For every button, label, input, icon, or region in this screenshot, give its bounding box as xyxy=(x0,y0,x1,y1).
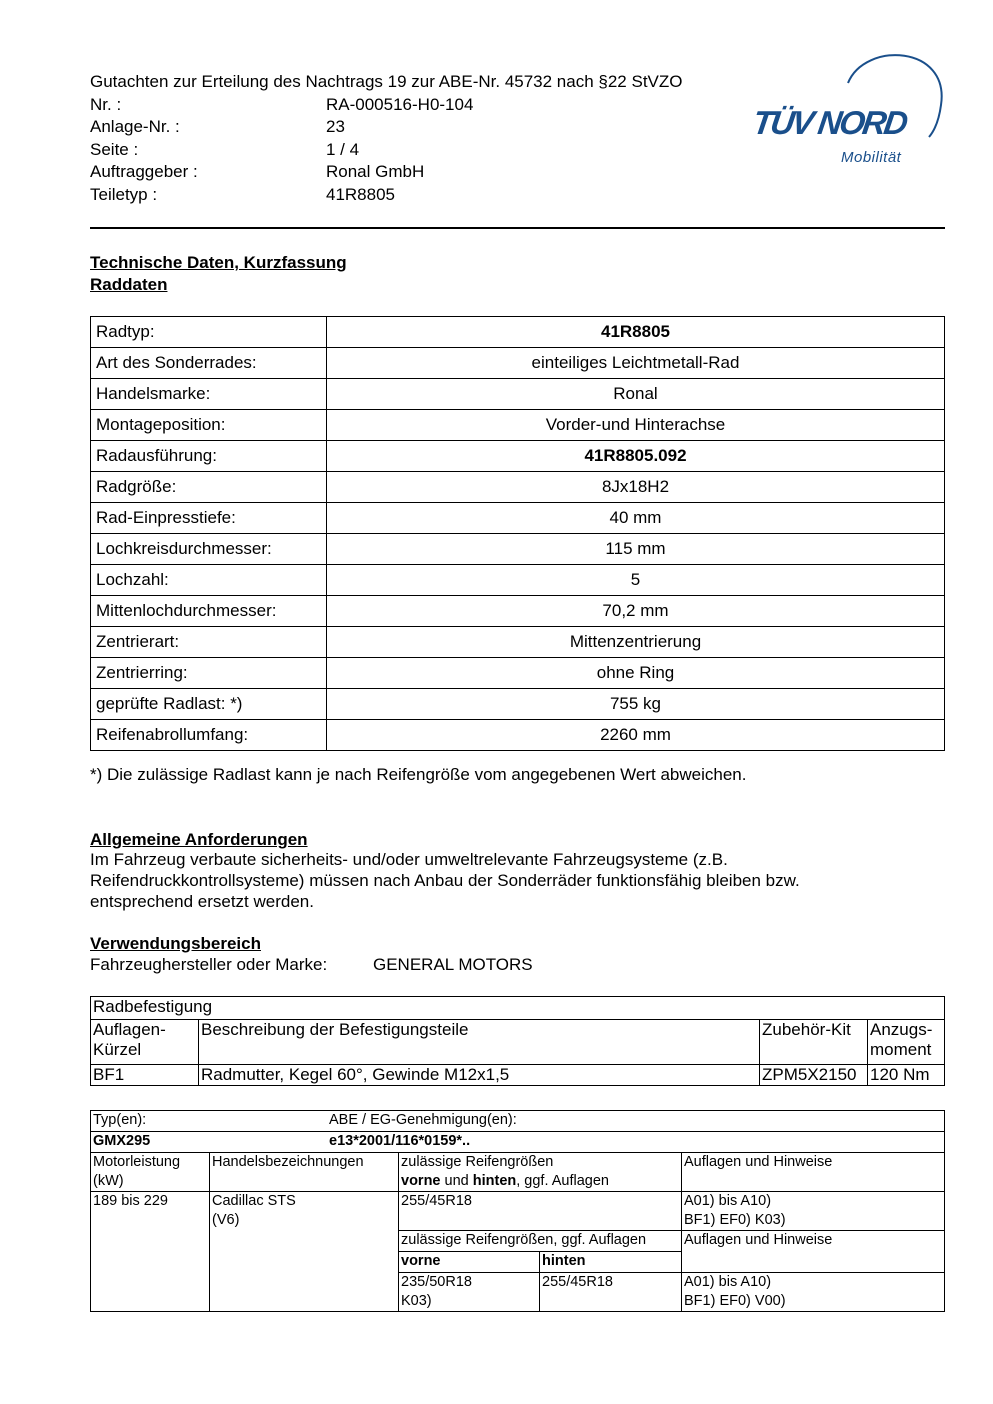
motor-value: 189 bis 229 xyxy=(91,1192,210,1312)
raddaten-label: Reifenabrollumfang: xyxy=(91,720,327,751)
col-auflagen-kuerzel: Auflagen- Kürzel xyxy=(91,1020,199,1065)
header-value: RA-000516-H0-104 xyxy=(326,94,474,114)
anforderungen-text: Im Fahrzeug verbaute sicherheits- und/oder umweltrelevante Fahrzeugsysteme (z.B. Reifendruckkontrollsysteme) müssen nach Anbau der Sonderräder funktionsfähig bleiben bzw. entsprechend ersetzt werden. xyxy=(90,850,800,911)
raddaten-label: Radtyp: xyxy=(91,317,327,348)
raddaten-row xyxy=(91,317,945,348)
raddaten-row xyxy=(91,565,945,596)
hinten-header: hinten xyxy=(540,1252,682,1273)
header-label: Seite : xyxy=(90,139,139,159)
raddaten-label: Lochzahl: xyxy=(91,565,327,596)
raddaten-value: Mittenzentrierung xyxy=(327,627,945,658)
sub-reifen-header: zulässige Reifengrößen, ggf. Auflagen xyxy=(399,1231,682,1252)
typ-header-row xyxy=(91,1111,945,1132)
reifen-both-value: 255/45R18 xyxy=(399,1192,682,1231)
tuv-nord-logo xyxy=(745,45,950,175)
raddaten-value: 5 xyxy=(327,565,945,596)
raddaten-label: Radausführung: xyxy=(91,441,327,472)
raddaten-label: Art des Sonderrades: xyxy=(91,348,327,379)
raddaten-row xyxy=(91,689,945,720)
befestigung-beschreibung: Radmutter, Kegel 60°, Gewinde M12x1,5 xyxy=(199,1065,760,1086)
section-title-technische-daten: Technische Daten, Kurzfassung xyxy=(90,253,347,272)
raddaten-value: 755 kg xyxy=(327,689,945,720)
raddaten-row xyxy=(91,720,945,751)
header-value: 1 / 4 xyxy=(326,139,360,159)
raddaten-label: Radgröße: xyxy=(91,472,327,503)
header-row xyxy=(90,161,770,184)
raddaten-row xyxy=(91,503,945,534)
raddaten-row xyxy=(91,627,945,658)
raddaten-label: Mittenlochdurchmesser: xyxy=(91,596,327,627)
befestigung-kuerzel: BF1 xyxy=(91,1065,199,1086)
header-divider xyxy=(90,227,945,229)
logo-subtext: Mobilität xyxy=(841,149,902,166)
col-handelsbezeichnungen: Handelsbezeichnungen xyxy=(210,1153,399,1192)
raddaten-table xyxy=(90,316,945,751)
typ-value: GMX295 xyxy=(93,1133,151,1149)
footnote: *) Die zulässige Radlast kann je nach Reifengröße vom angegebenen Wert abweichen. xyxy=(90,765,747,784)
raddaten-value: 40 mm xyxy=(327,503,945,534)
col-auflagen: Auflagen und Hinweise xyxy=(682,1153,945,1192)
col-reifengroessen: zulässige Reifengrößen vorne und hinten, ggf. Auflagen xyxy=(399,1153,682,1192)
raddaten-label: Zentrierart: xyxy=(91,627,327,658)
raddaten-value: 41R8805 xyxy=(327,317,945,348)
auflagen-2-value: A01) bis A10) BF1) EF0) V00) xyxy=(682,1273,945,1312)
raddaten-value: 2260 mm xyxy=(327,720,945,751)
vorne-value: 235/50R18 K03) xyxy=(399,1273,540,1312)
raddaten-value: 8Jx18H2 xyxy=(327,472,945,503)
raddaten-label: Rad-Einpresstiefe: xyxy=(91,503,327,534)
col-zubehoer: Zubehör-Kit xyxy=(760,1020,868,1065)
radbefestigung-table xyxy=(90,996,945,1086)
raddaten-label: Handelsmarke: xyxy=(91,379,327,410)
logo-text: TÜV NORD xyxy=(750,104,909,141)
document-title: Gutachten zur Erteilung des Nachtrags 19 zur ABE-Nr. 45732 nach §22 StVZO xyxy=(90,72,683,91)
handel-value: Cadillac STS (V6) xyxy=(210,1192,399,1312)
befestigung-moment: 120 Nm xyxy=(868,1065,945,1086)
raddaten-label: geprüfte Radlast: *) xyxy=(91,689,327,720)
header-row xyxy=(90,94,770,117)
befestigung-kit: ZPM5X2150 xyxy=(760,1065,868,1086)
hersteller-label: Fahrzeughersteller oder Marke: xyxy=(90,955,328,974)
raddaten-row xyxy=(91,379,945,410)
document-header xyxy=(90,71,770,207)
raddaten-row xyxy=(91,472,945,503)
col-motorleistung: Motorleistung (kW) xyxy=(91,1153,210,1192)
sub-auflagen-header: Auflagen und Hinweise xyxy=(682,1231,945,1273)
section-title-verwendung: Verwendungsbereich xyxy=(90,934,261,953)
hinten-value: 255/45R18 xyxy=(540,1273,682,1312)
abe-label: ABE / EG-Genehmigung(en): xyxy=(329,1112,517,1128)
section-title-anforderungen: Allgemeine Anforderungen xyxy=(90,830,308,849)
raddaten-row xyxy=(91,596,945,627)
header-row xyxy=(90,184,770,207)
raddaten-label: Zentrierring: xyxy=(91,658,327,689)
raddaten-value: einteiliges Leichtmetall-Rad xyxy=(327,348,945,379)
raddaten-value: Vorder-und Hinterachse xyxy=(327,410,945,441)
header-label: Nr. : xyxy=(90,94,122,114)
header-label: Auftraggeber : xyxy=(90,162,198,182)
raddaten-label: Lochkreisdurchmesser: xyxy=(91,534,327,565)
raddaten-value: 115 mm xyxy=(327,534,945,565)
raddaten-value: ohne Ring xyxy=(327,658,945,689)
auflagen-1-value: A01) bis A10) BF1) EF0) K03) xyxy=(682,1192,945,1231)
typ-table xyxy=(90,1110,945,1312)
header-value: Ronal GmbH xyxy=(326,162,425,182)
raddaten-value: 70,2 mm xyxy=(327,596,945,627)
header-value: 23 xyxy=(326,117,345,137)
typ-label: Typ(en): xyxy=(93,1112,147,1128)
raddaten-value: 41R8805.092 xyxy=(327,441,945,472)
col-beschreibung: Beschreibung der Befestigungsteile xyxy=(199,1020,760,1065)
raddaten-row xyxy=(91,658,945,689)
col-anzugsmoment: Anzugs- moment xyxy=(868,1020,945,1065)
befestigung-title: Radbefestigung xyxy=(91,997,945,1020)
raddaten-row xyxy=(91,348,945,379)
header-label: Teiletyp : xyxy=(90,184,158,204)
header-row xyxy=(90,139,770,162)
header-row xyxy=(90,116,770,139)
raddaten-row xyxy=(91,534,945,565)
raddaten-label: Montageposition: xyxy=(91,410,327,441)
vorne-header: vorne xyxy=(399,1252,540,1273)
abe-value: e13*2001/116*0159*.. xyxy=(329,1133,471,1149)
raddaten-row xyxy=(91,410,945,441)
typ-value-row xyxy=(91,1132,945,1153)
hersteller-value: GENERAL MOTORS xyxy=(373,955,533,974)
header-label: Anlage-Nr. : xyxy=(90,117,180,137)
raddaten-row xyxy=(91,441,945,472)
section-title-raddaten: Raddaten xyxy=(90,275,168,294)
raddaten-value: Ronal xyxy=(327,379,945,410)
header-value: 41R8805 xyxy=(326,184,396,204)
